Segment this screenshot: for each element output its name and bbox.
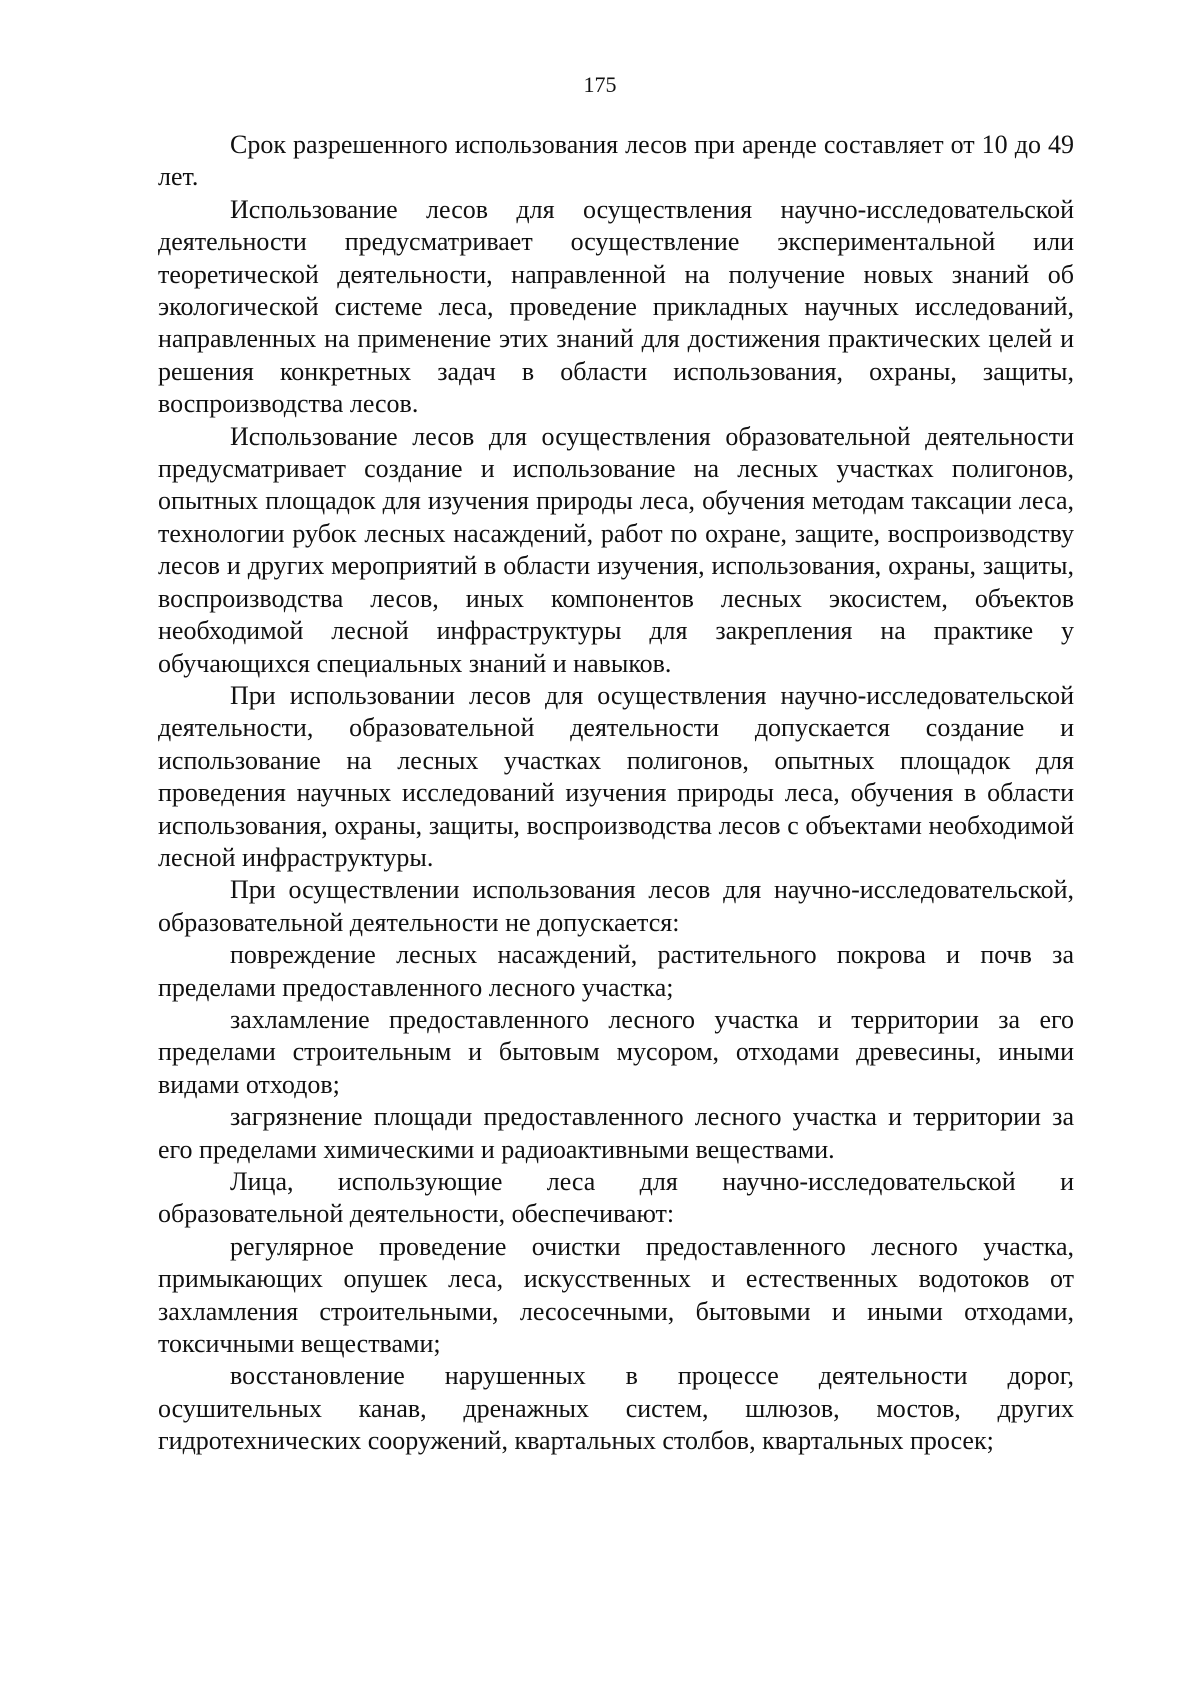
paragraph-obligations-intro: Лица, использующие леса для научно-исследовательской и образовательной деятельности, обеспечивают: xyxy=(158,1167,1074,1229)
paragraph-polygons-allowed: При использовании лесов для осуществления научно-исследовательской деятельности, образовательной деятельности допускается создание и использование на лесных участках полигонов, опытных площадок для проведения научных исследований изучения природы леса, обучения в области использования, охраны, защиты, воспроизводства лесов с объектами необходимой лесной инфраструктуры. xyxy=(158,680,1074,872)
paragraph-prohibition-pollution: загрязнение площади предоставленного лесного участка и территории за его пределами химическими и радиоактивными веществами. xyxy=(158,1102,1074,1164)
document-body xyxy=(158,129,1074,1458)
page-number: 175 xyxy=(583,72,617,97)
paragraph-prohibition-littering: захламление предоставленного лесного участка и территории за его пределами строительным и бытовым мусором, отходами древесины, иными видами отходов; xyxy=(158,1004,1074,1099)
paragraph-obligation-cleaning: регулярное проведение очистки предоставленного лесного участка, примыкающих опушек леса, искусственных и естественных водотоков от захламления строительными, лесосечными, бытовыми и иными отходами, токсичными веществами; xyxy=(158,1231,1074,1359)
paragraph-research-use: Использование лесов для осуществления научно-исследовательской деятельности предусматривает осуществление экспериментальной или теоретической деятельности, направленной на получение новых знаний об экологической системе леса, проведение прикладных научных исследований, направленных на применение этих знаний для достижения практических целей и решения конкретных задач в области использования, охраны, защиты, воспроизводства лесов. xyxy=(158,194,1074,419)
paragraph-educational-use: Использование лесов для осуществления образовательной деятельности предусматривает создание и использование на лесных участках полигонов, опытных площадок для изучения природы леса, обучения методам таксации леса, технологии рубок лесных насаждений, работ по охране, защите, воспроизводству лесов и других мероприятий в области изучения, использования, охраны, защиты, воспроизводства лесов, иных компонентов лесных экосистем, объектов необходимой лесной инфраструктуры для закрепления на практике у обучающихся специальных знаний и навыков. xyxy=(158,421,1074,678)
paragraph-prohibition-damage: повреждение лесных насаждений, растительного покрова и почв за пределами предоставленного лесного участка; xyxy=(158,940,1074,1002)
paragraph-not-allowed-intro: При осуществлении использования лесов для научно-исследовательской, образовательной деятельности не допускается: xyxy=(158,875,1074,937)
paragraph-obligation-restoration: восстановление нарушенных в процессе деятельности дорог, осушительных канав, дренажных систем, шлюзов, мостов, других гидротехнических сооружений, квартальных столбов, квартальных просек; xyxy=(158,1361,1074,1456)
paragraph-lease-term: Срок разрешенного использования лесов при аренде составляет от 10 до 49 лет. xyxy=(158,130,1074,192)
